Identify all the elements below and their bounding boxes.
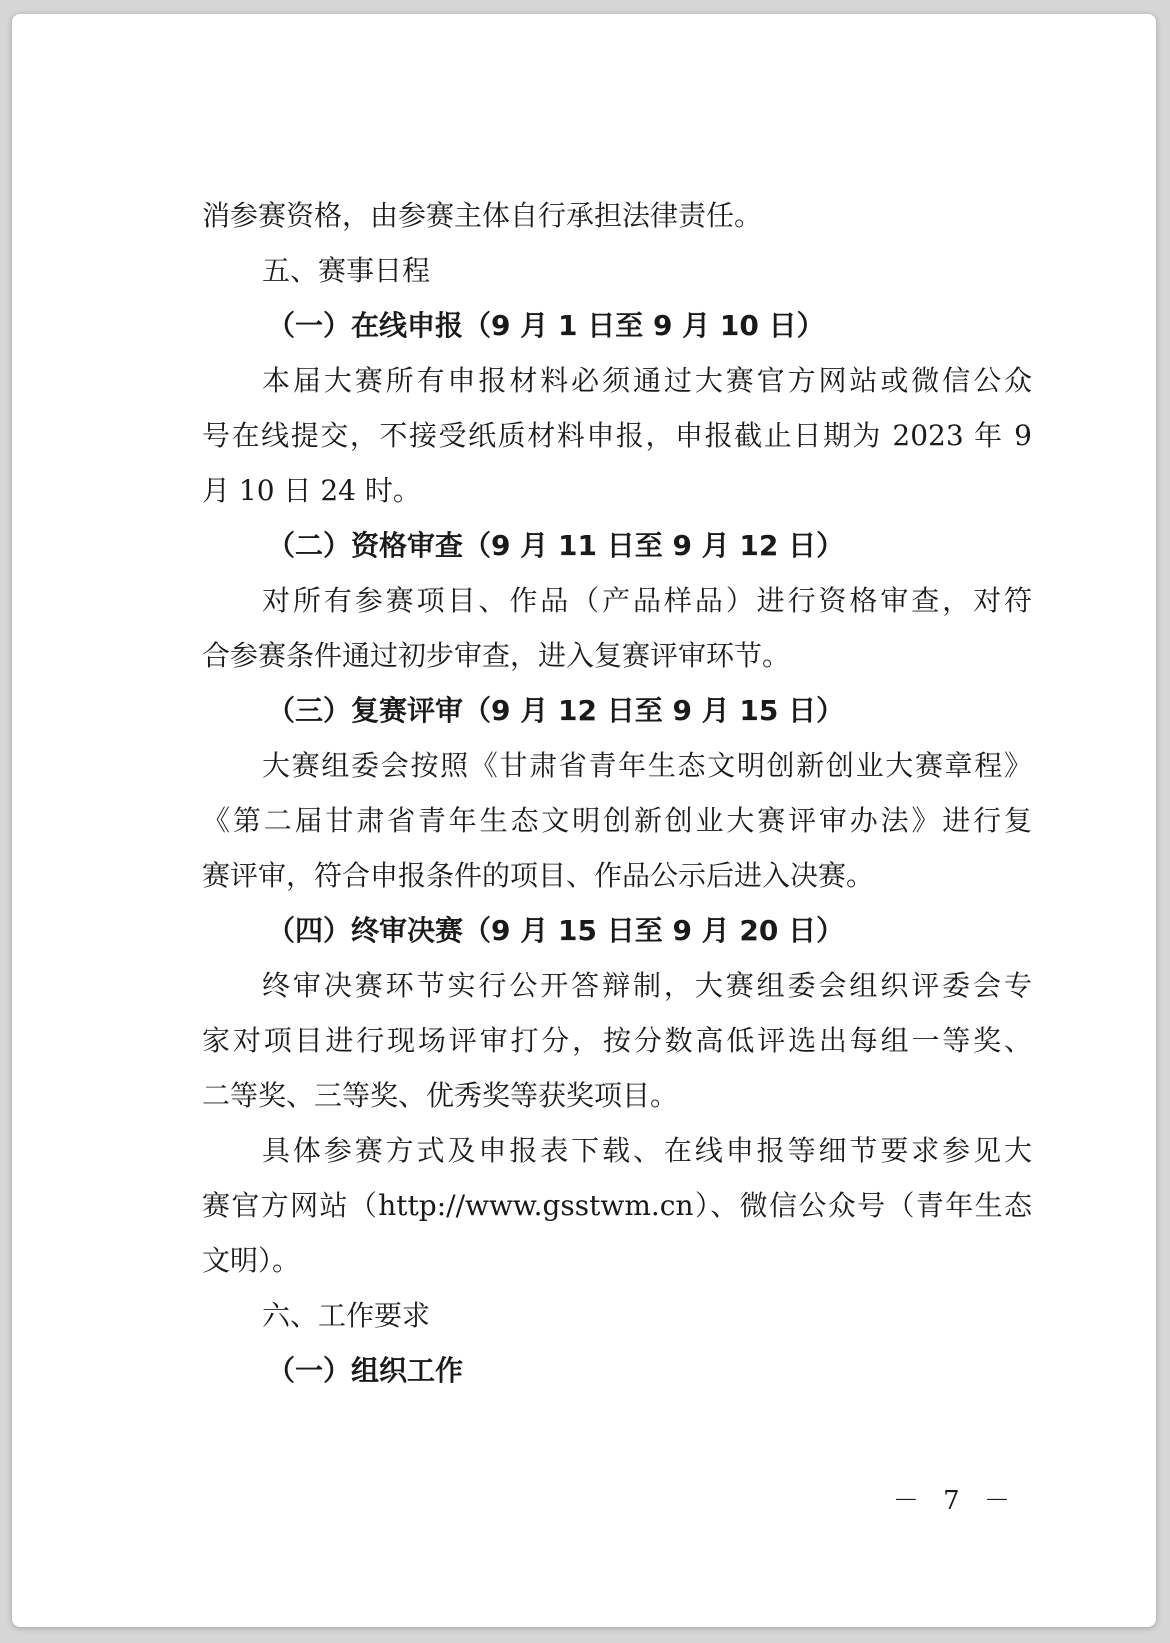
- paragraph-line: 本届大赛所有申报材料必须通过大赛官方网站或微信公众: [262, 364, 1032, 397]
- page-number: － 7 －: [892, 1486, 1018, 1516]
- paragraph-line: 号在线提交，不接受纸质材料申报，申报截止日期为 2023 年 9: [202, 419, 1032, 452]
- paragraph-line: 文明）。: [202, 1244, 301, 1277]
- paragraph-line: 《第二届甘肃省青年生态文明创新创业大赛评审办法》进行复: [202, 804, 1032, 837]
- paragraph-line: 二等奖、三等奖、优秀奖等获奖项目。: [202, 1079, 679, 1112]
- paragraph-line: 消参赛资格，由参赛主体自行承担法律责任。: [202, 199, 763, 232]
- paragraph-line: 大赛组委会按照《甘肃省青年生态文明创新创业大赛章程》: [262, 749, 1032, 782]
- paragraph-line: 赛评审，符合申报条件的项目、作品公示后进入决赛。: [202, 859, 875, 892]
- paragraph-line: 家对项目进行现场评审打分，按分数高低评选出每组一等奖、: [202, 1024, 1032, 1057]
- paragraph-line: 月 10 日 24 时。: [202, 474, 421, 507]
- subsection-heading-qualification-review: （二）资格审查（9 月 11 日至 9 月 12 日）: [267, 529, 845, 562]
- subsection-heading-semifinal-review: （三）复赛评审（9 月 12 日至 9 月 15 日）: [267, 694, 845, 727]
- section-heading-work-requirements: 六、工作要求: [262, 1299, 431, 1332]
- paragraph-line: 赛官方网站（http://www.gsstwm.cn）、微信公众号（青年生态: [202, 1189, 1032, 1222]
- paragraph-line: 对所有参赛项目、作品（产品样品）进行资格审查，对符: [262, 584, 1032, 617]
- paragraph-line: 终审决赛环节实行公开答辩制，大赛组委会组织评委会专: [262, 969, 1032, 1002]
- paragraph-line: 合参赛条件通过初步审查，进入复赛评审环节。: [202, 639, 791, 672]
- subsection-heading-final-review: （四）终审决赛（9 月 15 日至 9 月 20 日）: [267, 914, 845, 947]
- paragraph-line: 具体参赛方式及申报表下载、在线申报等细节要求参见大: [262, 1134, 1032, 1167]
- subsection-heading-online-application: （一）在线申报（9 月 1 日至 9 月 10 日）: [267, 309, 825, 342]
- document-page: [12, 14, 1156, 1627]
- section-heading-schedule: 五、赛事日程: [262, 254, 431, 287]
- subsection-heading-organization: （一）组织工作: [267, 1354, 464, 1387]
